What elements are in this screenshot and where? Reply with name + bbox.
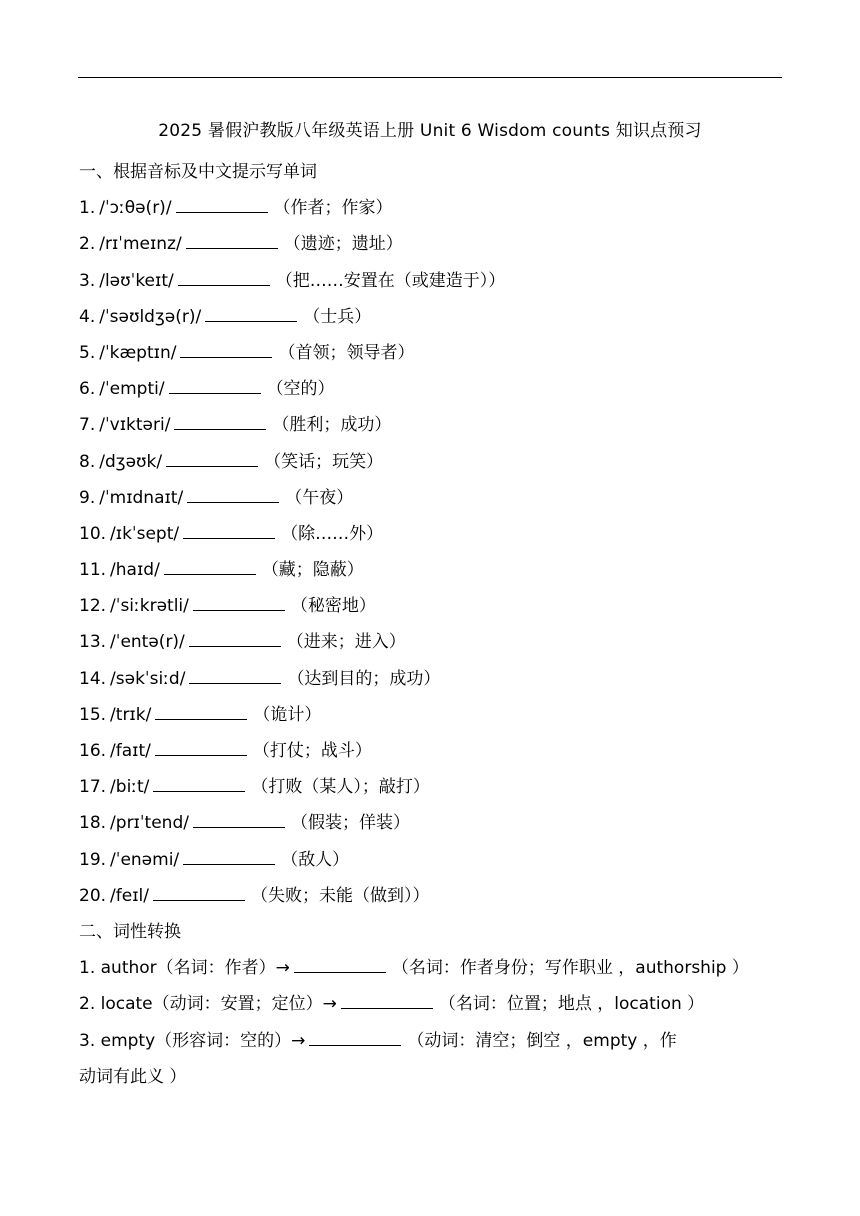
answer-blank[interactable] xyxy=(155,703,247,720)
item-number: 6. xyxy=(79,379,96,400)
vocab-item xyxy=(79,484,783,520)
item-number: 15. xyxy=(79,704,107,725)
chinese-hint: （假装；佯装） xyxy=(290,813,410,834)
item-number: 20. xyxy=(79,885,107,906)
phonetic: /biːt/ xyxy=(110,777,150,798)
phonetic: /ˈvɪktəri/ xyxy=(99,415,171,436)
vocab-item xyxy=(79,882,783,918)
item-number: 19. xyxy=(79,849,107,870)
vocab-item xyxy=(79,809,783,845)
item-number: 5. xyxy=(79,342,96,363)
item-number: 17. xyxy=(79,777,107,798)
chinese-hint: （作者；作家） xyxy=(273,198,393,219)
vocab-item xyxy=(79,773,783,809)
chinese-hint: （敌人） xyxy=(281,849,350,870)
vocab-item xyxy=(79,628,783,664)
phonetic: /ˈmɪdnaɪt/ xyxy=(99,487,184,508)
phonetic: /prɪˈtend/ xyxy=(110,813,189,834)
conversion-tail: （动词：清空；倒空 ，empty ，作 xyxy=(407,1030,677,1051)
answer-blank[interactable] xyxy=(193,594,285,611)
chinese-hint: （失败；未能（做到）） xyxy=(251,885,430,906)
phonetic: /ˈentə(r)/ xyxy=(110,632,185,653)
item-number: 2. xyxy=(79,234,96,255)
phonetic: /feɪl/ xyxy=(110,885,149,906)
chinese-hint: （秘密地） xyxy=(290,596,376,617)
vocab-item xyxy=(79,556,783,592)
phonetic: /ˈsəʊldʒə(r)/ xyxy=(99,306,202,327)
phonetic: /ləʊˈkeɪt/ xyxy=(99,270,174,291)
content xyxy=(79,158,783,1099)
phonetic: /haɪd/ xyxy=(110,560,160,581)
answer-blank[interactable] xyxy=(183,848,275,865)
answer-blank[interactable] xyxy=(176,196,268,213)
phonetic: /ˈɔːθə(r)/ xyxy=(99,198,172,219)
chinese-hint: （士兵） xyxy=(303,306,372,327)
vocab-item xyxy=(79,267,783,303)
phonetic: /ˈsiːkrətli/ xyxy=(110,596,189,617)
phonetic: /rɪˈmeɪnz/ xyxy=(99,234,182,255)
vocab-item xyxy=(79,303,783,339)
phonetic: /faɪt/ xyxy=(110,741,151,761)
conversion-lead: 1. author（名词：作者）→ xyxy=(79,958,290,979)
item-number: 16. xyxy=(79,741,107,761)
phonetic: /səkˈsiːd/ xyxy=(110,668,186,689)
chinese-hint: （达到目的；成功） xyxy=(287,668,441,689)
chinese-hint: （遗迹；遗址） xyxy=(283,234,403,255)
vocab-list xyxy=(79,194,783,918)
answer-blank[interactable] xyxy=(183,522,275,539)
vocab-item xyxy=(79,411,783,447)
conversion-tail: （名词：位置；地点 ，location ） xyxy=(438,994,705,1015)
answer-blank[interactable] xyxy=(155,739,247,756)
conversion-lead: 2. locate（动词：安置；定位）→ xyxy=(79,994,337,1015)
item-number: 10. xyxy=(79,523,107,544)
vocab-item xyxy=(79,592,783,628)
answer-blank[interactable] xyxy=(186,232,278,249)
phonetic: /ˈkæptɪn/ xyxy=(99,342,177,363)
phonetic: /ɪkˈsept/ xyxy=(110,523,180,544)
chinese-hint: （打仗；战斗） xyxy=(252,741,372,761)
section-heading: 二、词性转换 xyxy=(79,921,181,942)
answer-blank[interactable] xyxy=(164,558,256,575)
answer-blank[interactable] xyxy=(189,667,281,684)
answer-blank[interactable] xyxy=(205,305,297,322)
chinese-hint: （首领；领导者） xyxy=(278,342,415,363)
vocab-item xyxy=(79,194,783,230)
conversion-tail: （名词：作者身份；写作职业 ，authorship ） xyxy=(391,958,749,979)
phonetic: /ˈenəmi/ xyxy=(110,849,180,870)
item-number: 1. xyxy=(79,198,96,219)
item-number: 4. xyxy=(79,306,96,327)
phonetic: /ˈempti/ xyxy=(99,379,165,400)
chinese-hint: （进来；进入） xyxy=(286,632,406,653)
phonetic: /trɪk/ xyxy=(110,704,152,725)
vocab-item xyxy=(79,701,783,737)
conversion-item xyxy=(79,1027,783,1063)
item-number: 13. xyxy=(79,632,107,653)
vocab-item xyxy=(79,448,783,484)
conversion-lead: 3. empty（形容词：空的）→ xyxy=(79,1030,306,1051)
answer-blank[interactable] xyxy=(169,377,261,394)
answer-blank[interactable] xyxy=(174,413,266,430)
item-number: 14. xyxy=(79,668,107,689)
item-number: 9. xyxy=(79,487,96,508)
answer-blank[interactable] xyxy=(189,630,281,647)
chinese-hint: （胜利；成功） xyxy=(272,415,392,436)
answer-blank[interactable] xyxy=(309,1029,401,1046)
chinese-hint: （笑话；玩笑） xyxy=(264,451,384,472)
item-number: 8. xyxy=(79,451,96,472)
vocab-item xyxy=(79,737,783,773)
answer-blank[interactable] xyxy=(193,811,285,828)
chinese-hint: （空的） xyxy=(266,379,335,400)
chinese-hint: （诡计） xyxy=(253,704,322,725)
page-title: 2025 暑假沪教版八年级英语上册 Unit 6 Wisdom counts 知识点预习 xyxy=(158,121,702,141)
chinese-hint: （把……安置在（或建造于）） xyxy=(275,270,506,291)
item-number: 11. xyxy=(79,560,107,581)
answer-blank[interactable] xyxy=(341,992,433,1009)
chinese-hint: （打败（某人）；敲打） xyxy=(251,777,430,798)
answer-blank[interactable] xyxy=(180,341,272,358)
header-rule xyxy=(78,77,782,78)
chinese-hint: （除……外） xyxy=(281,523,384,544)
vocab-item xyxy=(79,846,783,882)
answer-blank[interactable] xyxy=(294,956,386,973)
vocab-item xyxy=(79,339,783,375)
answer-blank[interactable] xyxy=(153,884,245,901)
section-heading: 一、根据音标及中文提示写单词 xyxy=(79,162,317,182)
answer-blank[interactable] xyxy=(153,775,245,792)
vocab-item xyxy=(79,230,783,266)
conversion-item xyxy=(79,954,783,990)
conversion-item xyxy=(79,990,783,1026)
item-number: 7. xyxy=(79,415,96,436)
vocab-item xyxy=(79,665,783,701)
vocab-item xyxy=(79,375,783,411)
vocab-item xyxy=(79,520,783,556)
chinese-hint: （藏；隐蔽） xyxy=(261,560,364,581)
item-number: 12. xyxy=(79,596,107,617)
item-number: 3. xyxy=(79,270,96,291)
chinese-hint: （午夜） xyxy=(285,487,354,508)
answer-blank[interactable] xyxy=(166,450,258,467)
answer-blank[interactable] xyxy=(178,269,270,286)
answer-blank[interactable] xyxy=(187,486,279,503)
phonetic: /dʒəʊk/ xyxy=(99,451,163,472)
conversion-item-continued: 动词有此义 ） xyxy=(79,1066,187,1087)
item-number: 18. xyxy=(79,813,107,834)
